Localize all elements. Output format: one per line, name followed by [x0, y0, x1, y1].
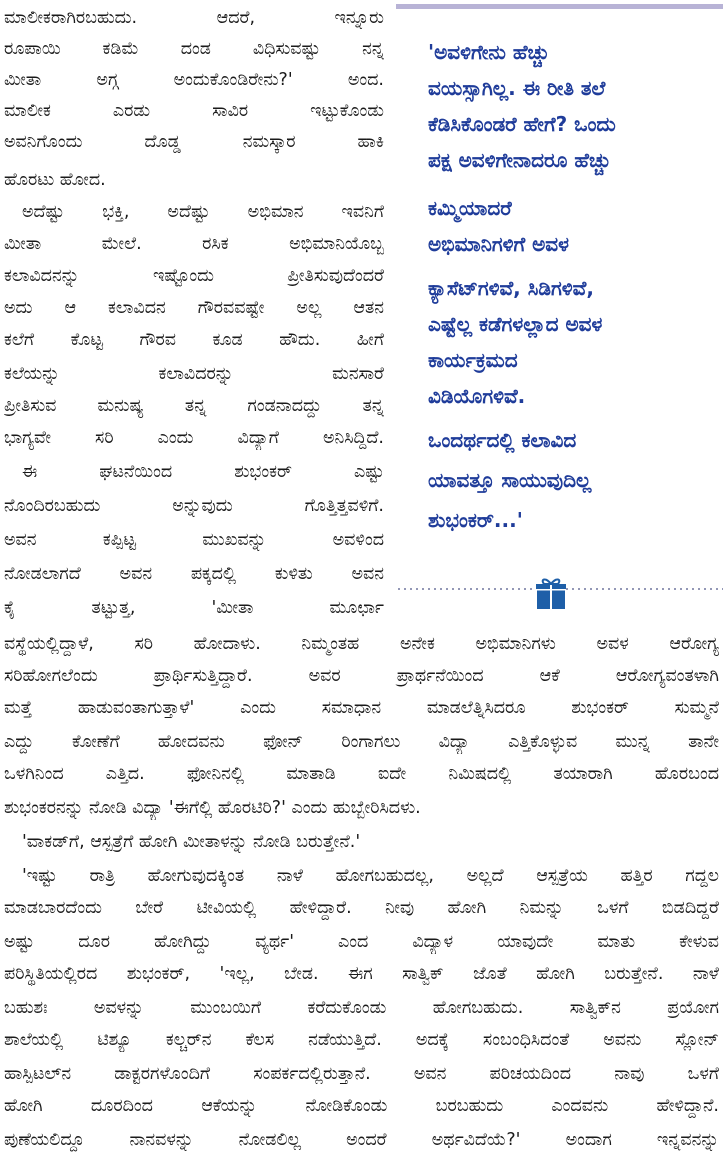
gift-icon: [536, 576, 566, 610]
left-column-line: ಮೀತಾ ಮೇಲೆ. ರಸಿಕ ಅಭಿಮಾನಿಯೊಬ್ಬ: [4, 234, 384, 254]
left-column-line: ಕೈ ತಟ್ಟುತ್ತ, 'ಮೀತಾ ಮೂರ್ಛಾ: [4, 598, 384, 618]
left-column-line: ಕಲೆಗೆ ಕೊಟ್ಟ ಗೌರವ ಕೂಡ ಹೌದು. ಹೀಗೆ: [4, 330, 384, 350]
left-column-line: ನೊಂದಿರಬಹುದು ಅನ್ನುವುದು ಗೊತ್ತಿತ್ತವಳಿಗೆ.: [4, 496, 384, 516]
left-column-line: ಈ ಘಟನೆಯಿಂದ ಶುಭಂಕರ್ ಎಷ್ಟು: [22, 462, 384, 482]
body-line: ಹಾಸ್ಪಿಟಲ್‌ನ ಡಾಕ್ಟರಗಳೊಂದಿಗೆ ಸಂಪರ್ಕದಲ್ಲಿರುತ್ತಾನೆ. ಅವನ ಪರಿಚಯದಿಂದ ನಾವು ಒಳಗೆ: [4, 1064, 719, 1084]
body-line: ಎದ್ದು ಕೋಣೆಗೆ ಹೋದವನು ಫೋನ್ ರಿಂಗಾಗಲು ವಿದ್ಯಾ ಎತ್ತಿಕೊಳ್ಳುವ ಮುನ್ನ ತಾನೇ: [4, 732, 719, 752]
body-line: ಮತ್ತೆ ಹಾಡುವಂತಾಗುತ್ತಾಳೆ' ಎಂದು ಸಮಾಧಾನ ಮಾಡಲೆತ್ನಿಸಿದರೂ ಶುಭಂಕರ್ ಸುಮ್ಮನೆ: [4, 698, 719, 718]
left-column-line: ಪ್ರೀತಿಸುವ ಮನುಷ್ಯ ತನ್ನ ಗಂಡನಾದದ್ದು ತನ್ನ: [4, 396, 384, 416]
body-line: ಬಹುಶಃ ಅವಳನ್ನು ಮುಂಬಯಿಗೆ ಕರೆದುಕೊಂಡು ಹೋಗಬಹುದು. ಸಾತ್ವಿಕ್‌ನ ಪ್ರಯೋಗ: [4, 998, 719, 1018]
left-column-line: ಅವನ ಕಪ್ಪಿಟ್ಟ ಮುಖವನ್ನು ಅವಳಿಂದ: [4, 530, 384, 550]
pull-quote-line: ಕಾರ್ಯಕ್ರಮದ: [428, 348, 518, 372]
body-line: 'ವಾಕಡ್‌ಗೆ, ಆಸ್ಪತ್ರೆಗೆ ಹೋಗಿ ಮೀತಾಳನ್ನು ನೋಡಿ ಬರುತ್ತೇನೆ.': [22, 832, 361, 852]
pull-quote-line: ಶುಭಂಕರ್...': [428, 508, 523, 532]
left-column-line: ರೂಪಾಯಿ ಕಡಿಮೆ ದಂಡ ವಿಧಿಸುವಷ್ಟು ನನ್ನ: [4, 39, 384, 59]
pull-quote-line: ಯಾವತ್ತೂ ಸಾಯುವುದಿಲ್ಲ: [428, 468, 592, 492]
pull-quote-line: ಅಭಿಮಾನಿಗಳಿಗೆ ಅವಳ: [428, 232, 570, 256]
body-line: ವಸ್ಥೆಯಲ್ಲಿದ್ದಾಳೆ, ಸರಿ ಹೋದಾಳು. ನಿಮ್ಮಂತಹ ಅನೇಕ ಅಭಿಮಾನಿಗಳು ಅವಳ ಆರೋಗ್ಯ: [4, 634, 719, 654]
pull-quote-line: ಒಂದರ್ಥದಲ್ಲಿ ಕಲಾವಿದ: [428, 428, 577, 452]
body-line: ಪರಿಸ್ಥಿತಿಯಲ್ಲಿರದ ಶುಭಂಕರ್, 'ಇಲ್ಲ, ಬೇಡ. ಈಗ ಸಾತ್ವಿಕ್ ಜೊತೆ ಹೋಗಿ ಬರುತ್ತೇನೆ. ನಾಳೆ: [4, 964, 719, 984]
left-column-line: ಮಾಲೀಕರಾಗಿರಬಹುದು. ಆದರೆ, ಇನ್ನೂರು: [4, 8, 384, 28]
left-column-line: ಅದು ಆ ಕಲಾವಿದನ ಗೌರವವಷ್ಟೇ ಅಲ್ಲ ಆತನ: [4, 298, 384, 318]
body-line: ಅಷ್ಟು ದೂರ ಹೋಗಿದ್ದು ವ್ಯರ್ಥ' ಎಂದ ವಿದ್ಯಾಳ ಯಾವುದೇ ಮಾತು ಕೇಳುವ: [4, 932, 719, 952]
pull-quote-line: ಪಕ್ಷ ಅವಳಿಗೇನಾದರೂ ಹೆಚ್ಚು: [428, 148, 611, 172]
body-line: ಸರಿಹೋಗಲೆಂದು ಪ್ರಾರ್ಥಿಸುತ್ತಿದ್ದಾರೆ. ಅವರ ಪ್ರಾರ್ಥನೆಯಿಂದ ಆಕೆ ಆರೋಗ್ಯವಂತಳಾಗಿ: [4, 666, 719, 686]
pull-quote-line: ವಯಸ್ಸಾಗಿಲ್ಲ. ಈ ರೀತಿ ತಲೆ: [428, 76, 606, 100]
left-column-line: ಕಲಾವಿದನನ್ನು ಇಷ್ಟೊಂದು ಪ್ರೀತಿಸುವುದೆಂದರೆ: [4, 266, 384, 286]
left-column-line: ಮೀತಾ ಅಗ್ಗ ಅಂದುಕೊಂಡಿರೇನು?' ಅಂದ.: [4, 70, 384, 90]
body-line: ಮಾಡಬಾರದೆಂದು ಬೇರೆ ಟೀವಿಯಲ್ಲಿ ಹೇಳಿದ್ದಾರೆ. ನೀವು ಹೋಗಿ ನಿಮನ್ನು ಒಳಗೆ ಬಿಡದಿದ್ದರೆ: [4, 898, 719, 918]
pull-quote-line: ಕ್ಯಾಸೆಟ್‌ಗಳಿವೆ, ಸಿಡಿಗಳಿವೆ,: [428, 276, 594, 300]
body-line: 'ಇಷ್ಟು ರಾತ್ರಿ ಹೋಗುವುದಕ್ಕಿಂತ ನಾಳೆ ಹೋಗಬಹುದಲ್ಲ, ಅಲ್ಲದೆ ಆಸ್ಪತ್ರೆಯ ಹತ್ತಿರ ಗದ್ದಲ: [22, 866, 719, 886]
body-line: ಪುಣೆಯಲಿದ್ದೂ ನಾನವಳನ್ನು ನೋಡಲಿಲ್ಲ ಅಂದರೆ ಅರ್ಥವಿದೆಯೆ?' ಅಂದಾಗ ಇನ್ನವನನ್ನು: [4, 1130, 719, 1150]
left-column-line: ಹೊರಟು ಹೋದ.: [4, 170, 106, 190]
left-column-line: ಮಾಲೀಕ ಎರಡು ಸಾವಿರ ಇಟ್ಟುಕೊಂಡು: [4, 101, 384, 121]
pull-quote-line: ಕಮ್ಮಿಯಾದರೆ: [428, 196, 512, 220]
pull-quote-line: 'ಅವಳಿಗೇನು ಹೆಚ್ಚು: [428, 40, 550, 64]
body-line: ಶುಭಂಕರನನ್ನು ನೋಡಿ ವಿದ್ಯಾ 'ಈಗೆಲ್ಲಿ ಹೊರಟಿರಿ?' ಎಂದು ಹುಬ್ಬೇರಿಸಿದಳು.: [4, 798, 421, 818]
body-line: ಒಳಗಿನಿಂದ ಎತ್ತಿದ. ಫೋನಿನಲ್ಲಿ ಮಾತಾಡಿ ಐದೇ ನಿಮಿಷದಲ್ಲಿ ತಯಾರಾಗಿ ಹೊರಬಂದ: [4, 764, 719, 784]
body-line: ಶಾಲೆಯಲ್ಲಿ ಟಿಶ್ಯೂ ಕಲ್ಚರ್‌ನ ಕೆಲಸ ನಡೆಯುತ್ತಿದೆ. ಅದಕ್ಕೆ ಸಂಬಂಧಿಸಿದಂತೆ ಅವನು ಸ್ಲೋನ್: [4, 1030, 719, 1050]
left-column-line: ಕಲೆಯನ್ನು ಕಲಾವಿದರನ್ನು ಮನಸಾರೆ: [4, 364, 384, 384]
left-column-line: ಭಾಗ್ಯವೇ ಸರಿ ಎಂದು ವಿದ್ಯಾಗೆ ಅನಿಸಿದ್ದಿದೆ.: [4, 428, 384, 448]
pull-quote-line: ಎಷ್ಟೆಲ್ಲ ಕಡೆಗಳಲ್ಲಾದ ಅವಳ: [428, 312, 603, 336]
left-column-line: ಅವನಿಗೊಂದು ದೊಡ್ಡ ನಮಸ್ಕಾರ ಹಾಕಿ: [4, 132, 384, 152]
body-line: ಹೋಗಿ ದೂರದಿಂದ ಆಕೆಯನ್ನು ನೋಡಿಕೊಂಡು ಬರಬಹುದು ಎಂದವನು ಹೇಳಿದ್ದಾನೆ.: [4, 1096, 719, 1116]
left-column-line: ನೋಡಲಾಗದೆ ಅವನ ಪಕ್ಕದಲ್ಲಿ ಕುಳಿತು ಅವನ: [4, 564, 384, 584]
left-column-line: ಅದೆಷ್ಟು ಭಕ್ತಿ, ಅದೆಷ್ಟು ಅಭಿಮಾನ ಇವನಿಗೆ: [22, 202, 384, 222]
pull-quote-line: ಕೆಡಿಸಿಕೊಂಡರೆ ಹೇಗೆ? ಒಂದು: [428, 112, 616, 136]
pull-quote-line: ವಿಡಿಯೊಗಳಿವೆ.: [428, 384, 526, 408]
